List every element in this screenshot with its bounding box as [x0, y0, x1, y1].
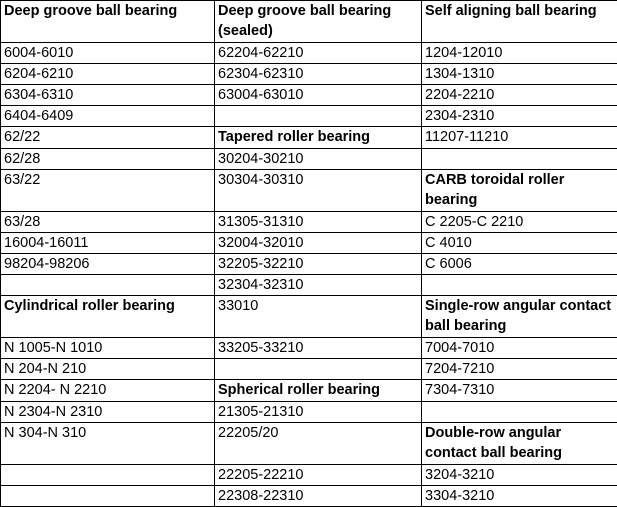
table-cell: 62304-62310 — [215, 64, 422, 85]
table-row — [1, 338, 617, 359]
table-cell — [422, 275, 617, 296]
table-cell: 30304-30310 — [215, 170, 422, 212]
section-header-tapered-roller: Tapered roller bearing — [215, 127, 422, 149]
table-cell: 16004-16011 — [1, 233, 215, 254]
table-cell: 32304-32310 — [215, 275, 422, 296]
table-cell: N 204-N 210 — [1, 359, 215, 380]
table-row — [1, 296, 617, 338]
table-cell — [422, 402, 617, 423]
table-cell: 22308-22310 — [215, 486, 422, 507]
table-cell: N 2204- N 2210 — [1, 380, 215, 402]
table-cell: 63004-63010 — [215, 85, 422, 106]
table-cell: 98204-98206 — [1, 254, 215, 275]
table-row — [1, 170, 617, 212]
header-deep-groove: Deep groove ball bearing — [1, 1, 215, 43]
table-cell — [215, 359, 422, 380]
table-cell: 32205-32210 — [215, 254, 422, 275]
table-row — [1, 127, 617, 149]
table-row — [1, 380, 617, 402]
table-cell: 62204-62210 — [215, 43, 422, 64]
table-cell — [422, 149, 617, 170]
table-cell: 1204-12010 — [422, 43, 617, 64]
table-cell: 6004-6010 — [1, 43, 215, 64]
table-cell: 7304-7310 — [422, 380, 617, 402]
table-row — [1, 85, 617, 106]
section-header-carb-toroidal: CARB toroidal roller bearing — [422, 170, 617, 212]
table-cell: 63/28 — [1, 212, 215, 233]
table-cell — [215, 106, 422, 127]
table-cell: C 2205-C 2210 — [422, 212, 617, 233]
table-row — [1, 233, 617, 254]
table-cell: C 4010 — [422, 233, 617, 254]
table-cell: 33205-33210 — [215, 338, 422, 359]
table-cell: 62/22 — [1, 127, 215, 149]
table-row — [1, 43, 617, 64]
section-header-spherical-roller: Spherical roller bearing — [215, 380, 422, 402]
table-cell: 3204-3210 — [422, 465, 617, 486]
table-cell: 21305-21310 — [215, 402, 422, 423]
table-cell: 1304-1310 — [422, 64, 617, 85]
table-row — [1, 1, 617, 43]
table-row — [1, 359, 617, 380]
table-cell: 7204-7210 — [422, 359, 617, 380]
table-cell: C 6006 — [422, 254, 617, 275]
header-deep-groove-sealed: Deep groove ball bearing (sealed) — [215, 1, 422, 43]
table-cell: 33010 — [215, 296, 422, 338]
table-cell: 32004-32010 — [215, 233, 422, 254]
table-cell: 3304-3210 — [422, 486, 617, 507]
table-cell: 31305-31310 — [215, 212, 422, 233]
table-cell: 2304-2310 — [422, 106, 617, 127]
section-header-cylindrical-roller: Cylindrical roller bearing — [1, 296, 215, 338]
table-cell: 6204-6210 — [1, 64, 215, 85]
section-header-double-row-angular: Double-row angular contact ball bearing — [422, 423, 617, 465]
table-cell: 22205/20 — [215, 423, 422, 465]
table-cell: 6304-6310 — [1, 85, 215, 106]
table-cell — [1, 275, 215, 296]
table-cell: 63/22 — [1, 170, 215, 212]
table-cell: 7004-7010 — [422, 338, 617, 359]
table-cell: 30204-30210 — [215, 149, 422, 170]
table-row — [1, 402, 617, 423]
table-row — [1, 423, 617, 465]
table-cell: N 304-N 310 — [1, 423, 215, 465]
table-cell — [1, 465, 215, 486]
table-row — [1, 149, 617, 170]
table-cell: 62/28 — [1, 149, 215, 170]
header-self-aligning: Self aligning ball bearing — [422, 1, 617, 43]
table-row — [1, 64, 617, 85]
table-cell: 22205-22210 — [215, 465, 422, 486]
table-row — [1, 254, 617, 275]
table-row — [1, 106, 617, 127]
table-cell: 2204-2210 — [422, 85, 617, 106]
table-row — [1, 275, 617, 296]
section-header-single-row-angular: Single-row angular contact ball bearing — [422, 296, 617, 338]
table-row — [1, 465, 617, 486]
table-cell: N 1005-N 1010 — [1, 338, 215, 359]
table-cell: 11207-11210 — [422, 127, 617, 149]
table-cell: N 2304-N 2310 — [1, 402, 215, 423]
table-row — [1, 212, 617, 233]
table-cell: 6404-6409 — [1, 106, 215, 127]
